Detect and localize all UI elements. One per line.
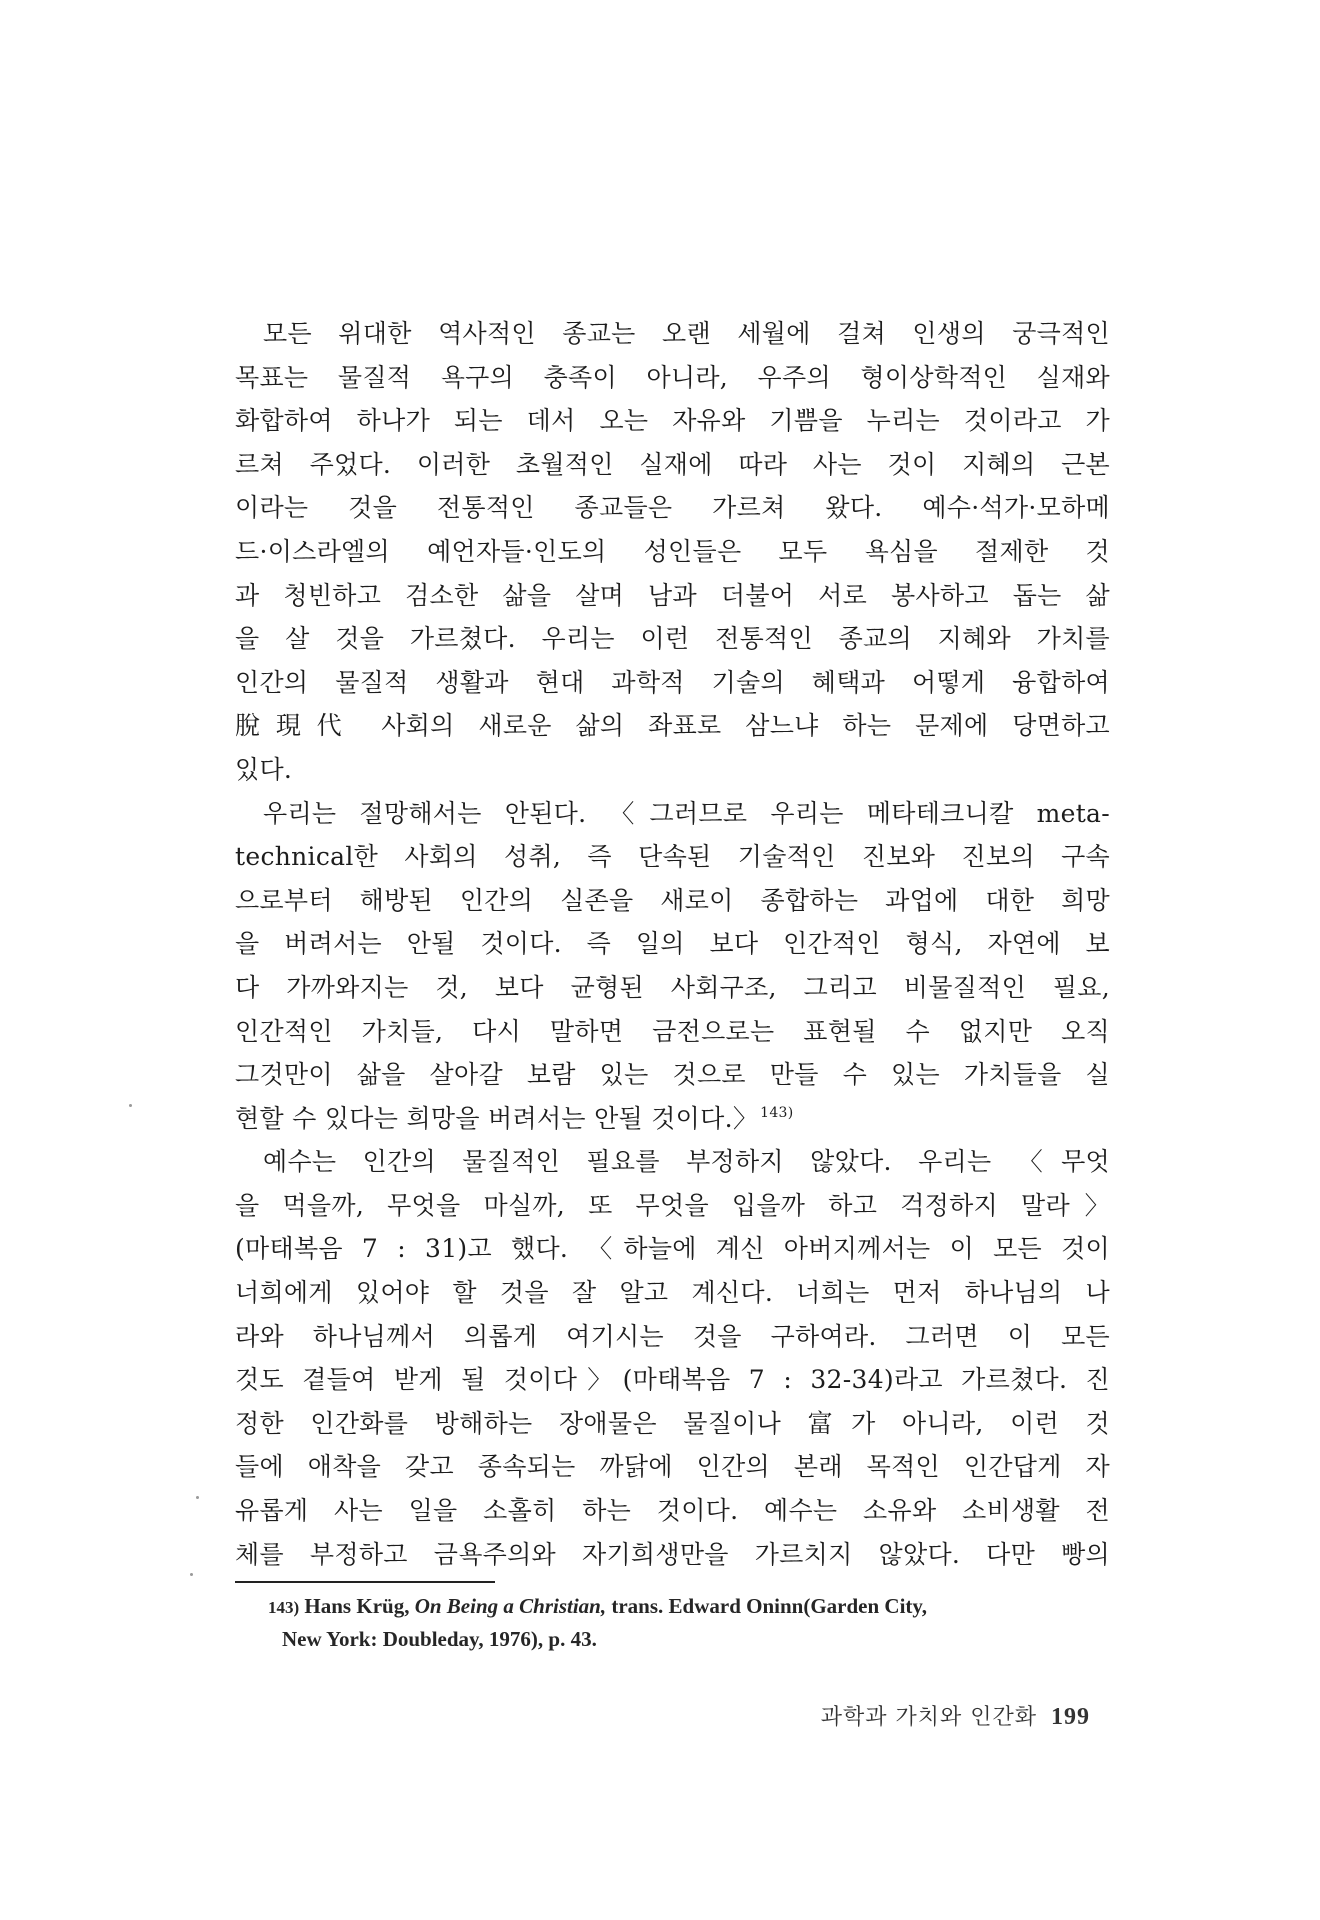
text-line: 유롭게 사는 일을 소홀히 하는 것이다. 예수는 소유와 소비생활 전 — [235, 1496, 1110, 1526]
text-line: 다 가까와지는 것, 보다 균형된 사회구조, 그리고 비물질적인 필요, — [235, 972, 1110, 1002]
text-line: 드·이스라엘의 예언자들·인도의 성인들은 모두 욕심을 절제한 것 — [235, 536, 1110, 566]
text-line: 라와 하나님께서 의롭게 여기시는 것을 구하여라. 그러면 이 모든 — [235, 1321, 1110, 1351]
text-line: 을 살 것을 가르쳤다. 우리는 이런 전통적인 종교의 지혜와 가치를 — [235, 624, 1110, 654]
text-line: 으로부터 해방된 인간의 실존을 새로이 종합하는 과업에 대한 희망 — [235, 885, 1110, 915]
page-number: 199 — [1051, 1704, 1090, 1730]
footnote-number: 143) — [268, 1598, 300, 1617]
text-line: 화합하여 하나가 되는 데서 오는 자유와 기쁨을 누리는 것이라고 가 — [235, 406, 1110, 436]
footnote — [268, 1590, 1108, 1656]
text-line: 인간의 물질적 생활과 현대 과학적 기술의 혜택과 어떻게 융합하여 — [235, 667, 1110, 697]
text-line: technical한 사회의 성취, 즉 단속된 기술적인 진보와 진보의 구속 — [235, 842, 1110, 872]
running-footer — [750, 1700, 1090, 1731]
footnote-publication: trans. Edward Oninn(Garden City, — [611, 1594, 927, 1618]
footnote-author: Hans Krüg, — [304, 1594, 410, 1618]
text-line: 정한 인간화를 방해하는 장애물은 물질이나 富가 아니라, 이런 것 — [235, 1408, 1110, 1438]
footnote-title: On Being a Christian, — [414, 1594, 607, 1618]
paragraph-3 — [235, 1140, 1110, 1576]
text-line: 인간적인 가치들, 다시 말하면 금전으로는 표현될 수 없지만 오직 — [235, 1016, 1110, 1046]
footnote-line: New York: Doubleday, 1976), p. 43. — [282, 1627, 597, 1651]
text-line: 목표는 물질적 욕구의 충족이 아니라, 우주의 형이상학적인 실재와 — [235, 362, 1110, 392]
running-title: 과학과 가치와 인간화 — [820, 1705, 1037, 1730]
footnote-reference: 143) — [760, 1105, 794, 1122]
text-line: 그것만이 삶을 살아갈 보람 있는 것으로 만들 수 있는 가치들을 실 — [235, 1060, 1110, 1090]
text-line: 것도 곁들여 받게 될 것이다〉(마태복음 7 : 32-34)라고 가르쳤다. 진 — [235, 1365, 1110, 1395]
text-line: 있다. — [235, 754, 293, 784]
footnote-line — [268, 1590, 1108, 1623]
text-line-with-note — [235, 1097, 1110, 1141]
text-line: 예수는 인간의 물질적인 필요를 부정하지 않았다. 우리는 〈무엇 — [263, 1147, 1110, 1177]
text-line: 과 청빈하고 검소한 삶을 살며 남과 더불어 서로 봉사하고 돕는 삶 — [235, 580, 1110, 610]
text-line: 脫現代 사회의 새로운 삶의 좌표로 삼느냐 하는 문제에 당면하고 — [235, 711, 1110, 741]
text-line: 우리는 절망해서는 안된다. 〈그러므로 우리는 메타테크니칼 meta- — [263, 798, 1110, 828]
scan-speck — [196, 1496, 199, 1499]
text-line: (마태복음 7 : 31)고 했다. 〈하늘에 계신 아버지께서는 이 모든 것이 — [235, 1234, 1110, 1264]
text-line: 을 버려서는 안될 것이다. 즉 일의 보다 인간적인 형식, 자연에 보 — [235, 929, 1110, 959]
scan-speck — [190, 1573, 193, 1576]
text-line: 체를 부정하고 금욕주의와 자기희생만을 가르치지 않았다. 다만 빵의 — [235, 1539, 1110, 1569]
body-text — [235, 312, 1110, 1576]
text-line: 들에 애착을 갖고 종속되는 까닭에 인간의 본래 목적인 인간답게 자 — [235, 1452, 1110, 1482]
text-line: 이라는 것을 전통적인 종교들은 가르쳐 왔다. 예수·석가·모하메 — [235, 493, 1110, 523]
scan-speck — [129, 1104, 132, 1107]
text-line: 모든 위대한 역사적인 종교는 오랜 세월에 걸쳐 인생의 궁극적인 — [263, 319, 1110, 348]
footnote-divider — [235, 1581, 495, 1583]
text-line: 현할 수 있다는 희망을 버려서는 안될 것이다.〉 — [235, 1103, 759, 1133]
text-line: 르쳐 주었다. 이러한 초월적인 실재에 따라 사는 것이 지혜의 근본 — [235, 449, 1110, 479]
paragraph-2 — [235, 792, 1110, 1141]
text-line: 을 먹을까, 무엇을 마실까, 또 무엇을 입을까 하고 걱정하지 말라〉 — [235, 1190, 1110, 1220]
paragraph-1 — [235, 312, 1110, 792]
text-line: 너희에게 있어야 할 것을 잘 알고 계신다. 너희는 먼저 하나님의 나 — [235, 1278, 1110, 1308]
